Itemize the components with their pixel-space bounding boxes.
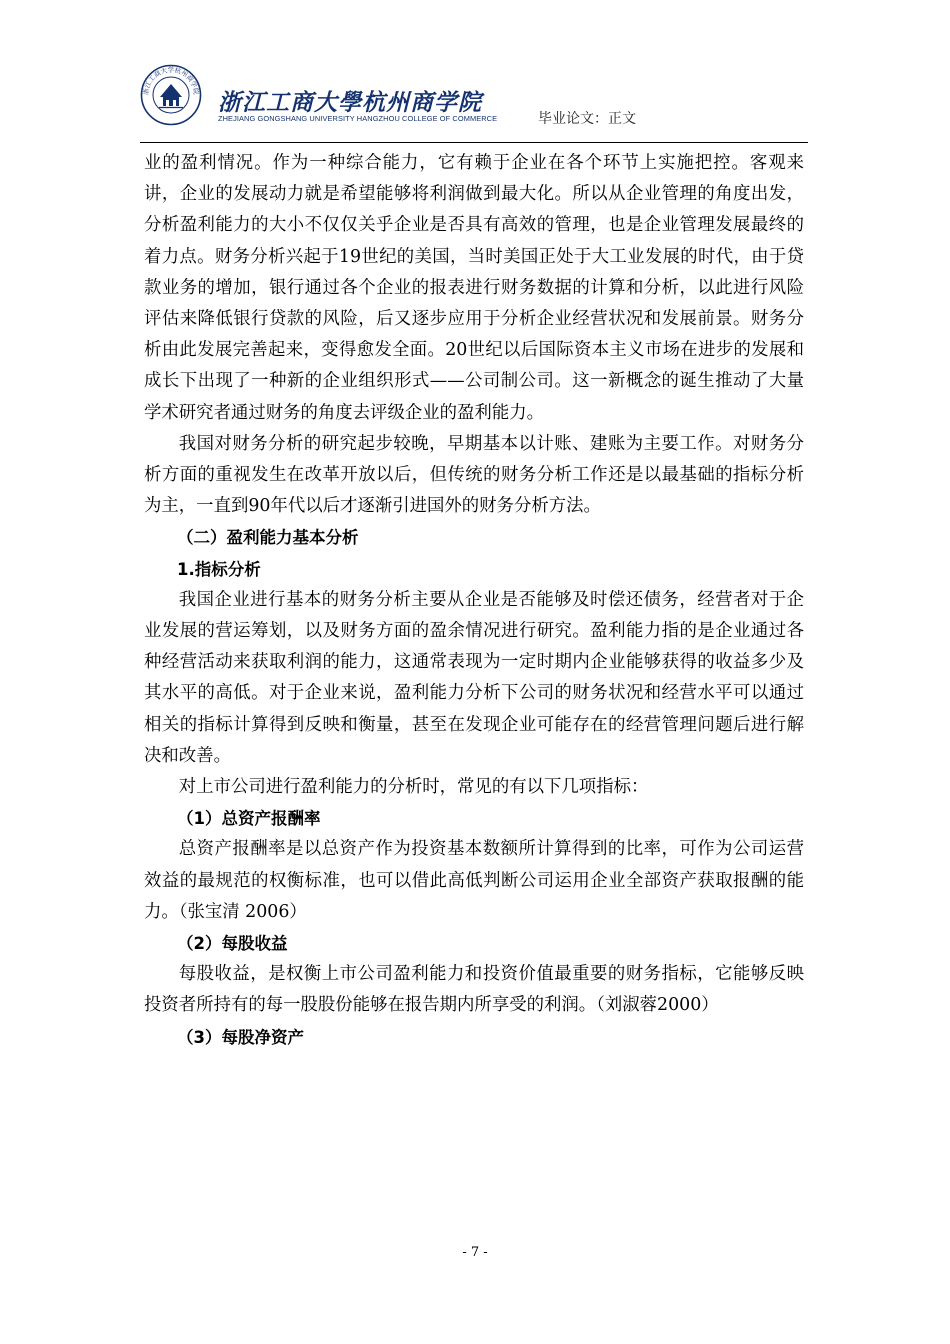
item-heading: （1）总资产报酬率: [177, 809, 321, 829]
page-header: [140, 62, 808, 142]
paragraph: 我国企业进行基本的财务分析主要从企业是否能够及时偿还债务，经营者对于企业发展的营运筹划，以及财务方面的盈余情况进行研究。盈利能力指的是企业通过各种经营活动来获取利润的能力，这通常表现为一定时期内企业能够获得的收益多少及其水平的高低。对于企业来说，盈利能力分析下公司的财务状况和经营水平可以通过相关的指标计算得到反映和衡量，甚至在发现企业可能存在的经营管理问题后进行解决和改善。: [144, 589, 804, 766]
logo-english-name: ZHEJIANG GONGSHANG UNIVERSITY HANGZHOU COLLEGE OF COMMERCE: [218, 114, 498, 123]
main-text: [144, 148, 804, 1053]
university-logo: [218, 84, 508, 126]
section-heading: （二）盈利能力基本分析: [177, 528, 359, 548]
logo-chinese-name: 浙江工商大學杭州商学院: [218, 89, 482, 116]
paragraph: 每股收益，是权衡上市公司盈利能力和投资价值最重要的财务指标，它能够反映投资者所持有的每一股股份能够在报告期内所享受的利润。（刘淑蓉2000）: [144, 964, 804, 1016]
header-divider: [140, 142, 808, 143]
paragraph: 总资产报酬率是以总资产作为投资基本数额所计算得到的比率，可作为公司运营效益的最规范的权衡标准，也可以借此高低判断公司运用企业全部资产获取报酬的能力。（张宝清 2006）: [144, 839, 804, 922]
paragraph: 对上市公司进行盈利能力的分析时，常见的有以下几项指标：: [178, 777, 649, 798]
item-heading: （3）每股净资产: [177, 1027, 304, 1047]
subsection-heading: 1.指标分析: [177, 559, 261, 579]
page-number: - 7 -: [462, 1245, 488, 1260]
paragraph: 我国对财务分析的研究起步较晚，早期基本以计账、建账为主要工作。对财务分析方面的重视发生在改革开放以后，但传统的财务分析工作还是以最基础的指标分析为主，一直到90年代以后才逐渐引进国外的财务分析方法。: [144, 433, 804, 517]
paragraph-continuation: 业的盈利情况。作为一种综合能力，它有赖于企业在各个环节上实施把控。客观来讲，企业的发展动力就是希望能够将利润做到最大化。所以从企业管理的角度出发，分析盈利能力的大小不仅仅关乎企业是否具有高效的管理，也是企业管理发展最终的着力点。财务分析兴起于19世纪的美国，当时美国正处于大工业发展的时代，由于贷款业务的增加，银行通过各个企业的报表进行财务数据的计算和分析，以此进行风险评估来降低银行贷款的风险，后又逐步应用于分析企业经营状况和发展前景。财务分析由此发展完善起来，变得愈发全面。20世纪以后国际资本主义市场在进步的发展和成长下出现了一种新的企业组织形式——公司制公司。这一新概念的诞生推动了大量学术研究者通过财务的角度去评级企业的盈利能力。: [144, 153, 804, 423]
header-section-label: 毕业论文：正文: [538, 111, 636, 127]
item-heading: （2）每股收益: [177, 934, 288, 954]
university-seal-icon: [140, 64, 202, 126]
svg-text:浙江工商大学杭州商学院: 浙江工商大学杭州商学院: [141, 65, 201, 96]
